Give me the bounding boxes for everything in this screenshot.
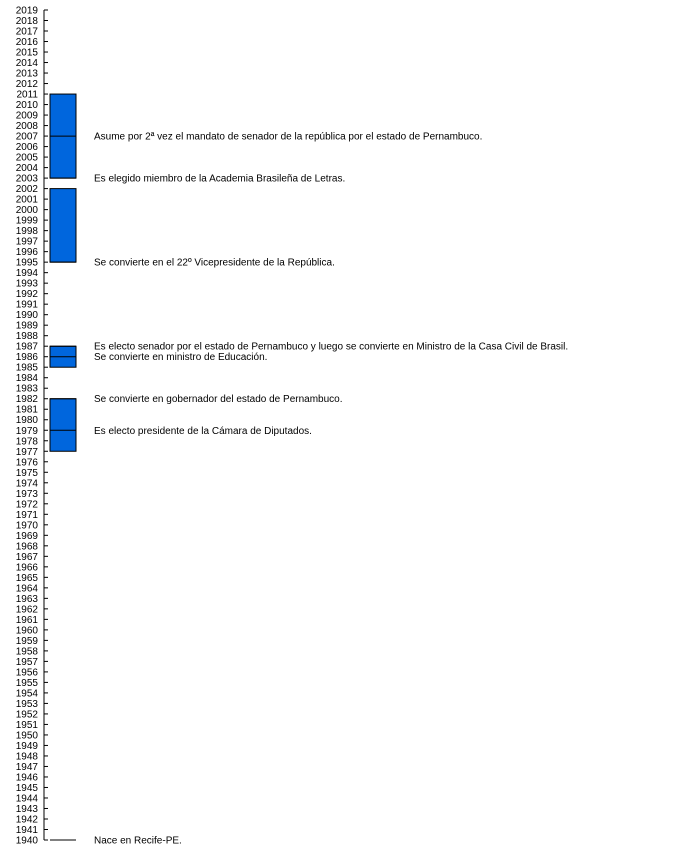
year-label-1977: 1977: [15, 446, 38, 458]
year-label-1997: 1997: [15, 236, 38, 248]
year-label-2017: 2017: [15, 26, 38, 38]
year-label-1974: 1974: [15, 478, 38, 490]
year-label-1986: 1986: [15, 352, 38, 364]
year-label-1968: 1968: [15, 541, 38, 553]
year-label-1947: 1947: [15, 761, 38, 773]
year-label-2015: 2015: [15, 47, 38, 59]
year-label-2014: 2014: [15, 58, 38, 70]
year-label-1980: 1980: [15, 415, 38, 427]
year-label-1959: 1959: [15, 635, 38, 647]
event-label-1982: Se convierte en gobernador del estado de Pernambuco.: [94, 394, 343, 406]
year-label-1976: 1976: [15, 457, 38, 469]
year-label-1998: 1998: [15, 226, 38, 238]
year-label-1952: 1952: [15, 709, 38, 721]
year-label-1956: 1956: [15, 667, 38, 679]
year-label-1987: 1987: [15, 341, 38, 353]
event-label-1940: Nace en Recife-PE.: [94, 835, 182, 847]
year-label-2008: 2008: [15, 121, 38, 133]
event-label-2007: Asume por 2ª vez el mandato de senador de la república por el estado de Pernambuco.: [94, 131, 483, 143]
year-label-2011: 2011: [16, 89, 38, 101]
year-label-1978: 1978: [15, 436, 38, 448]
year-label-1996: 1996: [15, 247, 38, 259]
year-label-1973: 1973: [15, 488, 38, 500]
year-label-1988: 1988: [15, 331, 38, 343]
year-label-2007: 2007: [15, 131, 38, 143]
year-axis: [16, 6, 48, 847]
year-label-2018: 2018: [15, 16, 38, 28]
year-label-1941: 1941: [15, 824, 38, 836]
year-label-1943: 1943: [15, 803, 38, 815]
year-label-1940: 1940: [15, 835, 38, 847]
year-label-1967: 1967: [15, 551, 38, 563]
year-label-2001: 2001: [15, 194, 38, 206]
event-label-1995: Se convierte en el 22º Vicepresidente de la República.: [94, 257, 335, 269]
year-label-1948: 1948: [15, 751, 38, 763]
year-label-1964: 1964: [15, 583, 38, 595]
year-label-1966: 1966: [15, 562, 38, 574]
year-label-2002: 2002: [15, 184, 38, 196]
year-label-1982: 1982: [15, 394, 38, 406]
year-label-1984: 1984: [15, 373, 38, 385]
year-label-1942: 1942: [15, 814, 38, 826]
year-label-1953: 1953: [15, 698, 38, 710]
year-label-1985: 1985: [15, 362, 38, 374]
year-label-2000: 2000: [15, 205, 38, 217]
year-label-2012: 2012: [15, 79, 38, 91]
year-label-2004: 2004: [15, 163, 38, 175]
period-bar-1977-1982: [50, 399, 76, 452]
year-label-1999: 1999: [15, 215, 38, 227]
year-label-1983: 1983: [15, 383, 38, 395]
year-label-1954: 1954: [15, 688, 38, 700]
year-label-1962: 1962: [15, 604, 38, 616]
year-label-1981: 1981: [15, 404, 38, 416]
year-label-1949: 1949: [15, 740, 38, 752]
event-label-1986: Se convierte en ministro de Educación.: [94, 352, 268, 364]
year-label-2006: 2006: [15, 142, 38, 154]
period-bar-1995-2002: [50, 189, 76, 263]
year-label-1961: 1961: [15, 614, 38, 626]
year-label-1994: 1994: [15, 268, 38, 280]
year-label-1957: 1957: [15, 656, 38, 668]
year-label-1950: 1950: [15, 730, 38, 742]
year-label-1963: 1963: [15, 593, 38, 605]
year-label-1989: 1989: [15, 320, 38, 332]
year-label-1946: 1946: [15, 772, 38, 784]
year-label-2005: 2005: [15, 152, 38, 164]
year-label-1955: 1955: [15, 677, 38, 689]
year-label-2010: 2010: [15, 100, 38, 112]
year-label-2013: 2013: [15, 68, 38, 80]
year-label-1972: 1972: [15, 499, 38, 511]
year-label-1970: 1970: [15, 520, 38, 532]
year-label-1969: 1969: [15, 530, 38, 542]
year-label-1958: 1958: [15, 646, 38, 658]
year-label-1951: 1951: [15, 719, 38, 731]
year-label-1960: 1960: [15, 625, 38, 637]
period-bars: [50, 94, 76, 451]
event-label-1979: Es electo presidente de la Cámara de Diputados.: [94, 425, 312, 437]
year-label-1990: 1990: [15, 310, 38, 322]
year-label-1965: 1965: [15, 572, 38, 584]
year-label-1971: 1971: [15, 509, 38, 521]
event-label-2003: Es elegido miembro de la Academia Brasileña de Letras.: [94, 173, 346, 185]
year-label-1993: 1993: [15, 278, 38, 290]
year-label-1975: 1975: [15, 467, 38, 479]
year-label-1992: 1992: [15, 289, 38, 301]
event-label-1987: Es electo senador por el estado de Pernambuco y luego se convierte en Ministro de la Casa Civil de Brasil.: [94, 341, 569, 353]
year-label-1979: 1979: [15, 425, 38, 437]
year-label-1944: 1944: [15, 793, 38, 805]
year-label-2009: 2009: [15, 110, 38, 122]
year-label-2019: 2019: [15, 5, 38, 17]
year-label-2003: 2003: [15, 173, 38, 185]
year-label-1945: 1945: [15, 782, 38, 794]
year-label-1991: 1991: [15, 299, 38, 311]
year-label-1995: 1995: [15, 257, 38, 269]
year-label-2016: 2016: [15, 37, 38, 49]
event-labels: [50, 132, 568, 847]
